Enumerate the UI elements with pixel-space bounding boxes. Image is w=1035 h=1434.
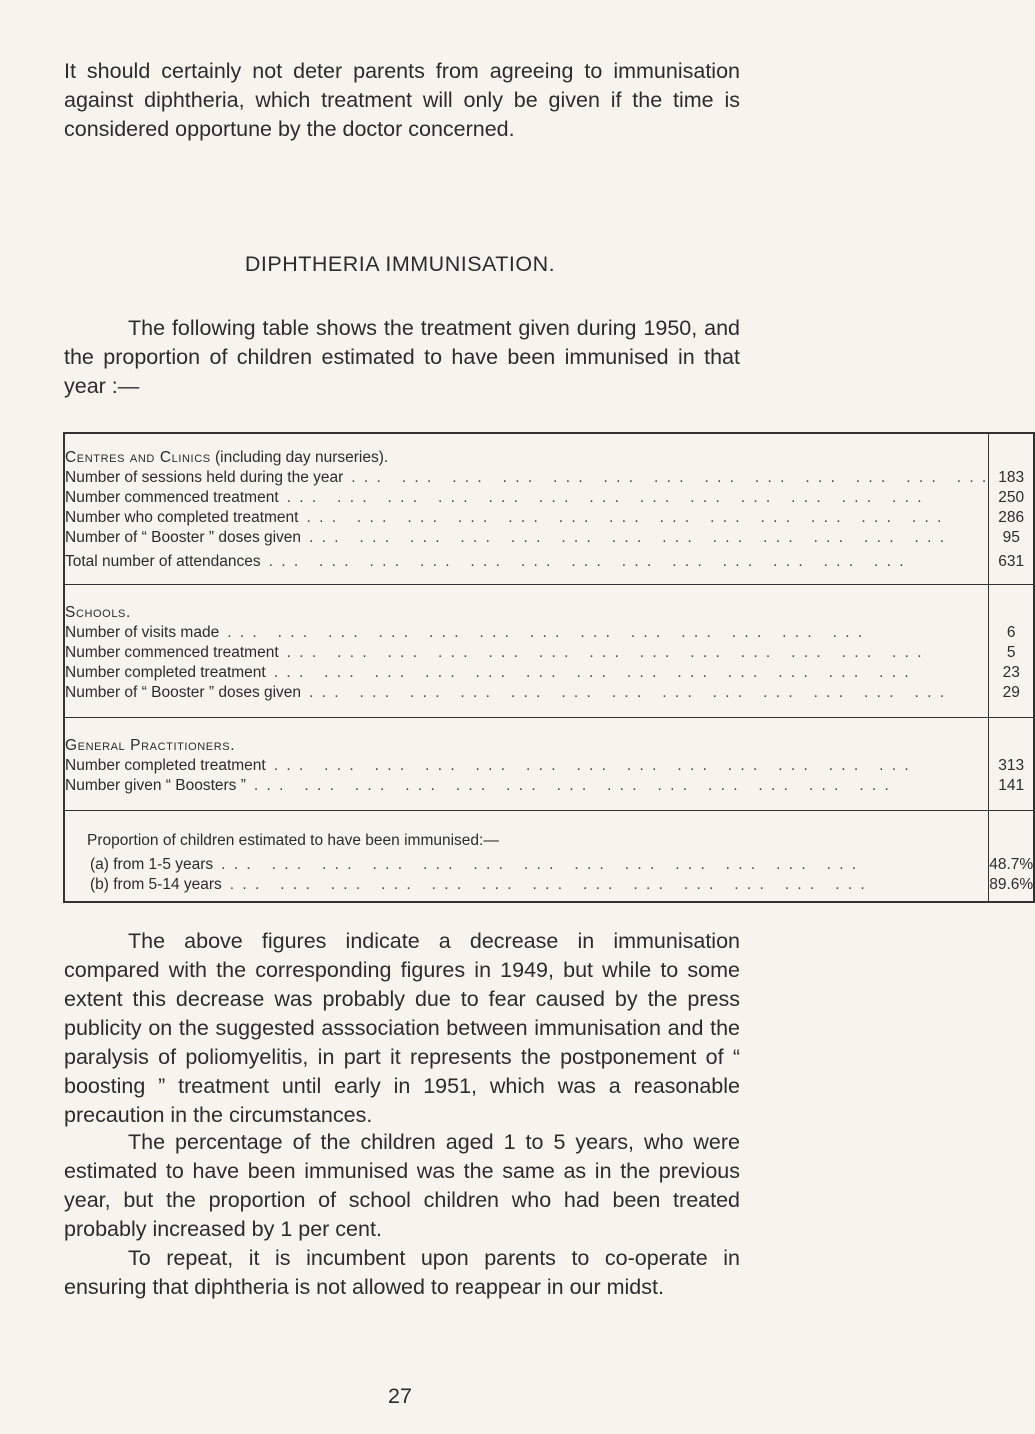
table-intro-paragraph: The following table shows the treatment given during 1950, and the proportion of children estimated to have been immunised in that year :— xyxy=(64,316,740,398)
table-row: Number of visits made . . . 6 xyxy=(64,623,1034,643)
section-title-centres: Centres and Clinics (including day nurseries). xyxy=(65,449,389,466)
intro-paragraph: It should certainly not deter parents from agreeing to immunisation against diphtheria, which treatment will only be given if the time is considered opportune by the doctor concerned. xyxy=(64,59,740,141)
table-row: Number completed treatment . . . 313 xyxy=(64,756,1034,776)
section-heading: DIPHTHERIA IMMUNISATION. xyxy=(244,252,556,276)
section-title-general-practitioners: General Practitioners. xyxy=(64,718,989,757)
paragraph-decrease: The above figures indicate a decrease in immunisation compared with the corresponding figures in 1949, but while to some extent this decrease was probably due to fear caused by the press publicity on the suggested asssociation between immunisation and the paralysis of poliomyelitis, in part it represents the postponement of “ boosting ” treatment until early in 1951, which was a reasonable precaution in the circumstances. xyxy=(64,929,740,1127)
page-number: 27 xyxy=(388,1384,412,1408)
immunisation-table xyxy=(63,432,1035,903)
table-row: Number of “ Booster ” doses given . . . 29 xyxy=(64,683,1034,718)
table-row: Number commenced treatment . . . 5 xyxy=(64,643,1034,663)
table-row: (b) from 5-14 years . . . 89.6% xyxy=(64,875,1034,902)
table-row: Number commenced treatment . . . 250 xyxy=(64,488,1034,508)
table-row: Number completed treatment . . . 23 xyxy=(64,663,1034,683)
paragraph-repeat: To repeat, it is incumbent upon parents to co-operate in ensuring that diphtheria is not allowed to reappear in our midst. xyxy=(64,1246,740,1299)
table-row: Number given “ Boosters ” . . . 141 xyxy=(64,776,1034,811)
table-row: Number who completed treatment . . . 286 xyxy=(64,508,1034,528)
table-row: (a) from 1-5 years . . . 48.7% xyxy=(64,855,1034,875)
table-row: Total number of attendances . . . 631 xyxy=(64,548,1034,585)
section-title-proportion: Proportion of children estimated to have been immunised:— xyxy=(64,811,989,856)
section-title-schools: Schools. xyxy=(64,585,989,624)
paragraph-percentage: The percentage of the children aged 1 to 5 years, who were estimated to have been immunised was the same as in the previous year, but the proportion of school children who had been treated probably increased by 1 per cent. xyxy=(64,1130,740,1241)
table-row: Number of “ Booster ” doses given . . . 95 xyxy=(64,528,1034,548)
table-row: Number of sessions held during the year . . . 183 xyxy=(64,468,1034,488)
